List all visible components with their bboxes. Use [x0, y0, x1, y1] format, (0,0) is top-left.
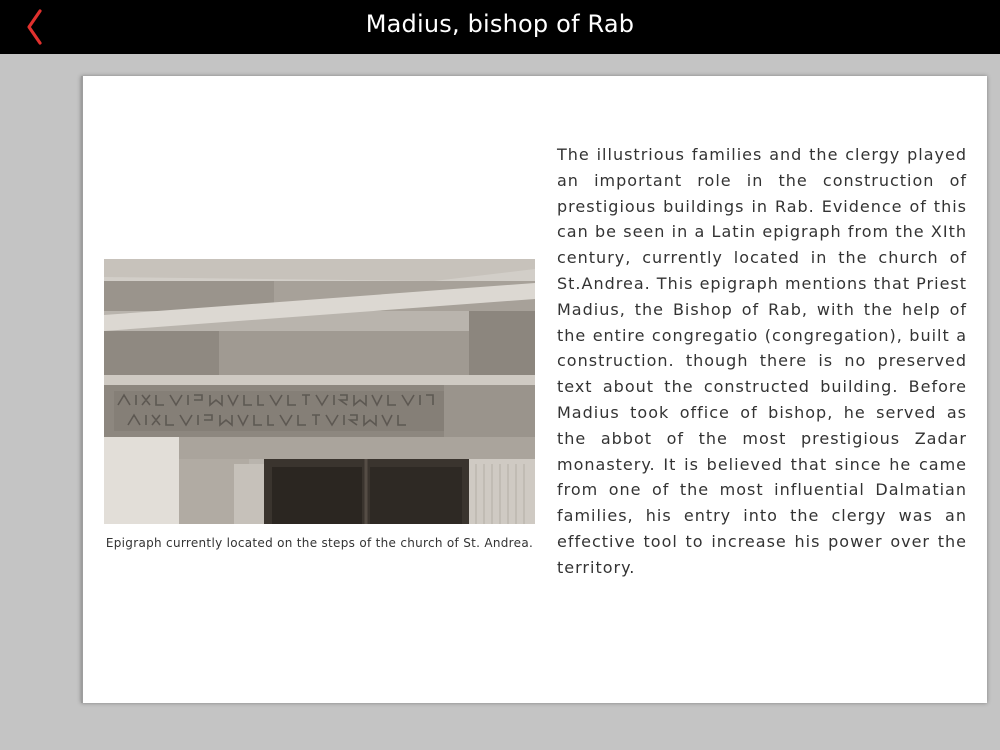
top-bar	[0, 0, 1000, 54]
page-title: Madius, bishop of Rab	[365, 10, 635, 38]
photo-caption: Epigraph currently located on the steps of the church of St. Andrea.	[105, 536, 534, 550]
content-card	[81, 76, 987, 703]
article-body-text: The illustrious families and the clergy played an important role in the construction of prestigious buildings in Rab. Evidence of this can be seen in a Latin epigraph from the XIth century, currently located in the church of St.Andrea. This epigraph mentions that Priest Madius, the Bishop of Rab, with the help of the entire congregatio (congregation), built a construction. though there is no preserved text about the constructed building. Before Madius took office of bishop, he served as the abbot of the most prestigious Zadar monastery. It is believed that since he came from one of the most influential Dalmatian families, his entry into the clergy was an effective tool to increase his power over the territory.	[557, 145, 968, 577]
epigraph-photo	[104, 259, 535, 524]
